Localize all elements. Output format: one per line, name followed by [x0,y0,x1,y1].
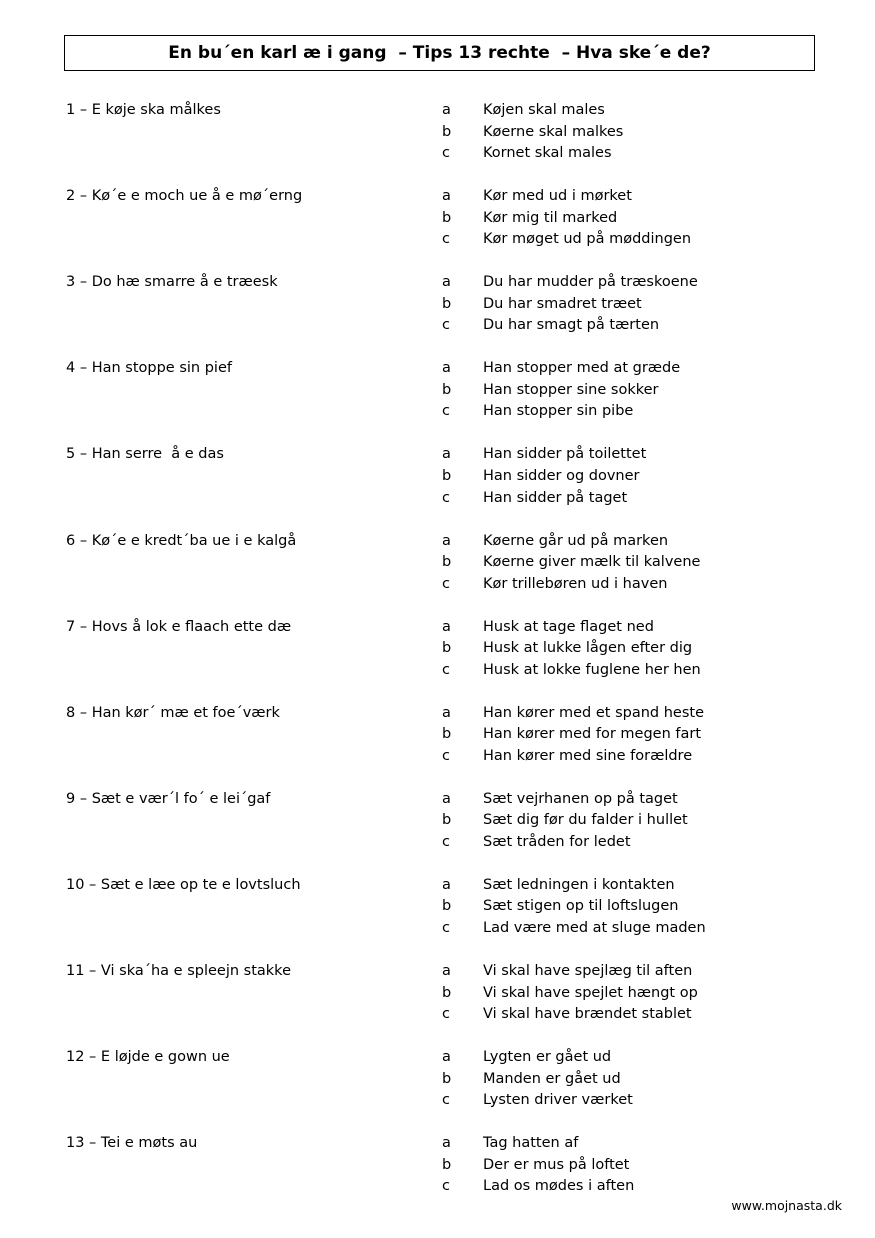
question-text: 1 – E køje ska målkes [66,102,221,118]
option-text: Han kører med et spand heste [483,704,704,721]
option-letter: a [442,446,451,463]
option-text: Sæt tråden for ledet [483,833,631,850]
answer-option-c [0,1090,875,1111]
question-text: 11 – Vi ska´ha e spleejn stakke [66,963,291,979]
option-letter: a [442,188,451,205]
option-text: Kør trillebøren ud i haven [483,575,668,592]
option-letter: a [442,1049,451,1066]
question-text: 13 – Tei e møts au [66,1135,198,1152]
question-text: 2 – Kø´e e moch ue å e mø´erng [66,188,303,205]
option-letter: c [442,489,450,506]
option-letter: b [442,209,452,226]
option-text: Han sidder på toilettet [483,446,647,463]
question-13 [0,1133,875,1199]
option-text: Han sidder og dovner [483,467,640,484]
option-text: Køerne skal malkes [483,123,624,140]
answer-option-c [0,315,875,336]
option-letter: b [442,554,452,571]
question-2 [0,186,875,252]
answer-option-b [0,724,875,745]
option-text: Sæt dig før du falder i hullet [483,812,688,829]
option-letter: b [442,467,452,484]
option-letter: b [442,812,452,829]
option-letter: c [442,317,450,334]
option-text: Du har smagt på tærten [483,317,660,334]
option-text: Sæt vejrhanen op på taget [483,790,678,807]
option-text: Husk at lokke fuglene her hen [483,661,701,678]
option-letter: b [442,726,452,743]
answer-option-b [0,122,875,143]
option-text: Han kører med for megen fart [483,726,702,743]
answer-option-a [0,100,875,121]
option-letter: c [442,1092,450,1109]
answer-option-b [0,466,875,487]
option-letter: b [442,898,452,915]
answer-option-b [0,810,875,831]
question-text: 12 – E løjde e gown ue [66,1049,230,1066]
answer-option-a [0,272,875,293]
answer-option-c [0,660,875,681]
option-letter: a [442,1135,451,1152]
option-letter: c [442,747,450,764]
answer-option-b [0,1069,875,1090]
option-text: Du har mudder på træskoene [483,274,698,291]
question-10 [0,875,875,941]
answer-option-b [0,638,875,659]
option-letter: b [442,381,452,398]
option-letter: a [442,102,451,118]
answer-option-a [0,703,875,724]
option-letter: c [442,145,450,162]
answer-option-b [0,1155,875,1176]
answer-option-a [0,875,875,896]
option-text: Lysten driver værket [483,1092,633,1109]
page-title: En bu´en karl æ i gang – Tips 13 rechte – Hva ske´e de? [64,35,815,71]
option-text: Der er mus på loftet [483,1156,630,1173]
option-letter: a [442,274,451,291]
option-letter: b [442,1156,452,1173]
question-text: 9 – Sæt e vær´l fo´ e lei´gaf [66,790,271,807]
option-letter: a [442,704,451,721]
option-letter: c [442,920,450,937]
answer-option-c [0,143,875,164]
option-text: Kornet skal males [483,145,612,162]
option-letter: b [442,295,452,312]
option-letter: a [442,360,451,377]
answer-option-b [0,294,875,315]
answer-option-c [0,746,875,767]
option-text: Han kører med sine forældre [483,747,693,764]
answer-option-b [0,552,875,573]
question-text: 7 – Hovs å lok e flaach ette dæ [66,618,292,635]
answer-option-c [0,1004,875,1025]
option-text: Vi skal have spejlet hængt op [483,984,698,1001]
question-text: 3 – Do hæ smarre å e træesk [66,274,278,291]
answer-option-b [0,208,875,229]
question-12 [0,1047,875,1113]
question-6 [0,531,875,597]
option-text: Sæt ledningen i kontakten [483,876,675,893]
answer-option-c [0,918,875,939]
answer-option-c [0,832,875,853]
question-text: 10 – Sæt e læe op te e lovtsluch [66,876,301,893]
question-text: 5 – Han serre å e das [66,446,224,463]
option-text: Vi skal have spejlæg til aften [483,963,693,979]
question-1 [0,100,875,166]
question-text: 6 – Kø´e e kredt´ba ue i e kalgå [66,532,297,549]
option-text: Kør møget ud på møddingen [483,231,692,248]
answer-option-c [0,574,875,595]
answer-option-c [0,229,875,250]
answer-option-c [0,401,875,422]
answer-option-b [0,896,875,917]
answer-option-a [0,531,875,552]
option-letter: b [442,123,452,140]
option-text: Lad os mødes i aften [483,1178,635,1195]
option-text: Kør med ud i mørket [483,188,632,205]
option-text: Lygten er gået ud [483,1049,612,1066]
option-text: Køerne giver mælk til kalvene [483,554,701,571]
option-text: Køjen skal males [483,102,605,118]
question-8 [0,703,875,769]
option-letter: a [442,532,451,549]
question-3 [0,272,875,338]
option-letter: c [442,231,450,248]
option-text: Tag hatten af [483,1135,579,1152]
answer-option-a [0,1133,875,1154]
option-letter: b [442,640,452,657]
option-letter: c [442,575,450,592]
question-7 [0,617,875,683]
answer-option-a [0,186,875,207]
option-letter: a [442,790,451,807]
answer-option-a [0,789,875,810]
website-footer: www.mojnasta.dk [731,1198,842,1213]
option-text: Han stopper med at græde [483,360,681,377]
option-letter: a [442,963,451,979]
option-letter: c [442,1006,450,1023]
option-text: Vi skal have brændet stablet [483,1006,692,1023]
option-text: Sæt stigen op til loftslugen [483,898,679,915]
option-letter: a [442,876,451,893]
answer-option-b [0,983,875,1004]
answer-option-b [0,380,875,401]
question-5 [0,444,875,510]
option-letter: c [442,403,450,420]
question-4 [0,358,875,424]
answer-option-c [0,1176,875,1197]
question-text: 8 – Han kør´ mæ et foe´værk [66,704,280,721]
option-letter: c [442,833,450,850]
option-text: Du har smadret træet [483,295,642,312]
option-text: Husk at lukke lågen efter dig [483,640,693,657]
answer-option-a [0,617,875,638]
question-9 [0,789,875,855]
option-letter: b [442,984,452,1001]
option-text: Han stopper sin pibe [483,403,634,420]
option-text: Lad være med at sluge maden [483,920,706,937]
answer-option-a [0,1047,875,1068]
option-text: Manden er gået ud [483,1070,621,1087]
question-11 [0,961,875,1027]
answer-option-a [0,444,875,465]
answer-option-a [0,358,875,379]
option-text: Han sidder på taget [483,489,628,506]
question-text: 4 – Han stoppe sin pief [66,360,232,377]
option-text: Han stopper sine sokker [483,381,659,398]
option-text: Køerne går ud på marken [483,532,669,549]
option-text: Kør mig til marked [483,209,618,226]
option-letter: c [442,1178,450,1195]
answer-option-c [0,488,875,509]
option-letter: a [442,618,451,635]
option-text: Husk at tage flaget ned [483,618,654,635]
answer-option-a [0,961,875,982]
option-letter: c [442,661,450,678]
option-letter: b [442,1070,452,1087]
